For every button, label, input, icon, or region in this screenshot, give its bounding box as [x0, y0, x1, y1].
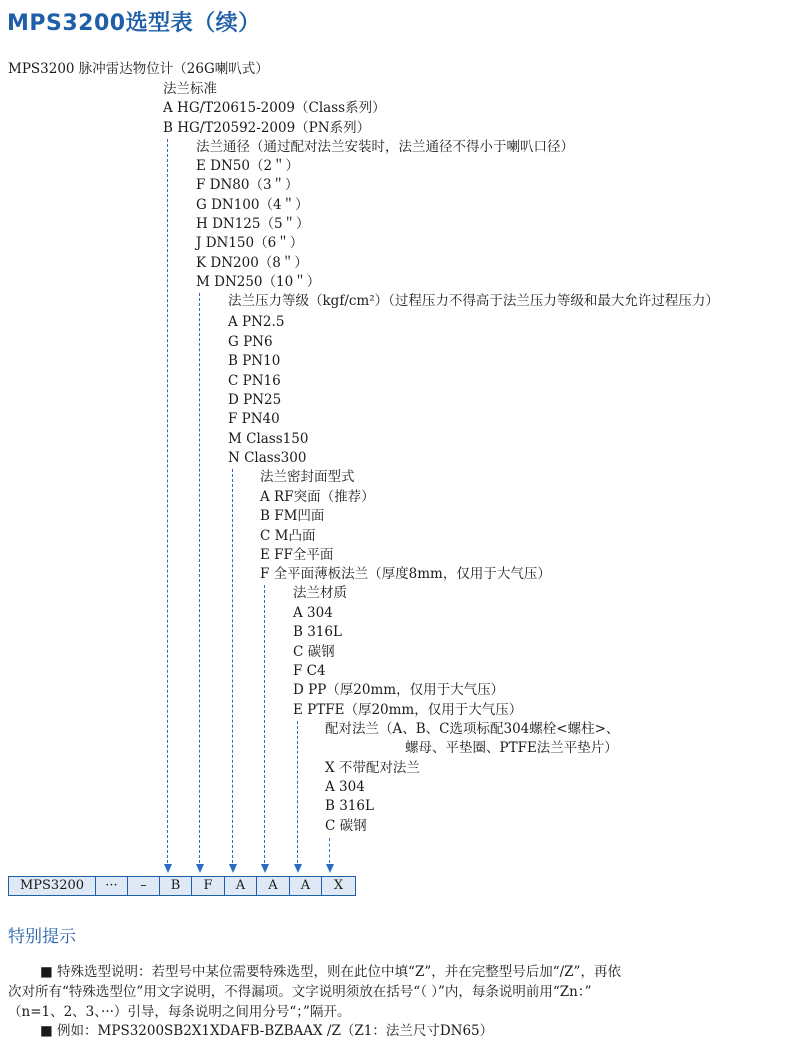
flange-material-heading: 法兰材质 — [293, 585, 347, 601]
flange-standard-heading: 法兰标准 — [163, 81, 217, 97]
option-pressure-a: A PN2.5 — [228, 314, 285, 330]
special-notes-title: 特别提示 — [8, 927, 76, 947]
option-pressure-c: C PN16 — [228, 373, 281, 389]
model-cell-ellipsis: ··· — [96, 877, 128, 895]
option-seal-e: E FF全平面 — [260, 547, 334, 563]
arrow-down-icon — [294, 864, 302, 873]
leader-line-pressure — [232, 469, 233, 863]
option-pressure-b: B PN10 — [228, 353, 281, 369]
option-diameter-m: M DN250（10＂） — [196, 274, 321, 290]
arrow-down-icon — [196, 864, 204, 873]
option-pressure-f: F PN40 — [228, 411, 280, 427]
model-cell-base: MPS3200 — [9, 877, 96, 895]
option-pressure-m: M Class150 — [228, 431, 309, 447]
leader-line-material — [297, 721, 298, 863]
leader-line-mating — [329, 838, 330, 863]
option-material-f: F C4 — [293, 663, 326, 679]
option-pressure-n: N Class300 — [228, 450, 307, 466]
leader-line-diameter — [199, 293, 200, 863]
product-name: MPS3200 脉冲雷达物位计（26G喇叭式） — [8, 61, 269, 77]
leader-line-seal — [264, 585, 265, 863]
option-pressure-g: G PN6 — [228, 334, 273, 350]
option-material-e: E PTFE（厚20mm，仅用于大气压） — [293, 702, 523, 718]
model-cell-standard: B — [160, 877, 192, 895]
option-standard-a: A HG/T20615-2009（Class系列） — [163, 100, 386, 116]
arrow-down-icon — [326, 864, 334, 873]
model-cell-seal: A — [257, 877, 290, 895]
option-mating-a: A 304 — [325, 779, 365, 795]
option-pressure-d: D PN25 — [228, 392, 282, 408]
mating-flange-heading-cont: 螺母、平垫圈、PTFE法兰平垫片） — [405, 740, 618, 756]
option-diameter-h: H DN125（5＂） — [196, 216, 310, 232]
flange-seal-heading: 法兰密封面型式 — [260, 469, 355, 485]
option-standard-b: B HG/T20592-2009（PN系列） — [163, 120, 371, 136]
option-mating-c: C 碳钢 — [325, 818, 367, 834]
option-diameter-e: E DN50（2＂） — [196, 158, 300, 174]
page-title: MPS3200选型表（续） — [7, 11, 261, 36]
arrow-down-icon — [164, 864, 172, 873]
flange-diameter-heading: 法兰通径（通过配对法兰安装时，法兰通径不得小于喇叭口径） — [196, 139, 574, 155]
option-diameter-g: G DN100（4＂） — [196, 197, 309, 213]
option-mating-x: X 不带配对法兰 — [325, 760, 420, 776]
option-seal-b: B FM凹面 — [260, 508, 325, 524]
special-note-line1: ■ 特殊选型说明：若型号中某位需要特殊选型，则在此位中填“Z”，并在完整型号后加“/Z”，再依 — [40, 964, 621, 980]
option-mating-b: B 316L — [325, 798, 374, 814]
special-note-example: ■ 例如：MPS3200SB2X1XDAFB-BZBAAX /Z（Z1：法兰尺寸DN65） — [40, 1023, 494, 1039]
option-seal-f: F 全平面薄板法兰（厚度8mm，仅用于大气压） — [260, 566, 551, 582]
option-diameter-k: K DN200（8＂） — [196, 255, 308, 271]
model-cell-dash: – — [128, 877, 160, 895]
arrow-down-icon — [261, 864, 269, 873]
option-material-d: D PP（厚20mm，仅用于大气压） — [293, 682, 505, 698]
option-material-a: A 304 — [293, 605, 333, 621]
model-cell-pressure: A — [225, 877, 257, 895]
option-material-b: B 316L — [293, 624, 342, 640]
flange-pressure-heading: 法兰压力等级（kgf/cm²）（过程压力不得高于法兰压力等级和最大允许过程压力） — [228, 293, 719, 309]
model-cell-mating: X — [333, 878, 344, 893]
option-material-c: C 碳钢 — [293, 644, 335, 660]
leader-line-standard — [167, 139, 168, 863]
option-diameter-j: J DN150（6＂） — [196, 235, 304, 251]
special-note-line3: （n=1、2、3、···）引导，每条说明之间用分号“；”隔开。 — [8, 1004, 351, 1020]
option-seal-c: C M凸面 — [260, 528, 316, 544]
option-seal-a: A RF突面（推荐） — [260, 489, 375, 505]
option-diameter-f: F DN80（3＂） — [196, 177, 299, 193]
model-code-row — [8, 876, 356, 896]
mating-flange-heading: 配对法兰（A、B、C选项标配304螺栓<螺柱>、 — [325, 721, 620, 737]
model-cell-material: A — [290, 877, 322, 895]
special-note-line2: 次对所有“特殊选型位”用文字说明，不得漏项。文字说明须放在括号“（ ）”内，每条说明前用“Zn：” — [8, 984, 592, 1000]
model-cell-diameter: F — [192, 877, 225, 895]
arrow-down-icon — [229, 864, 237, 873]
